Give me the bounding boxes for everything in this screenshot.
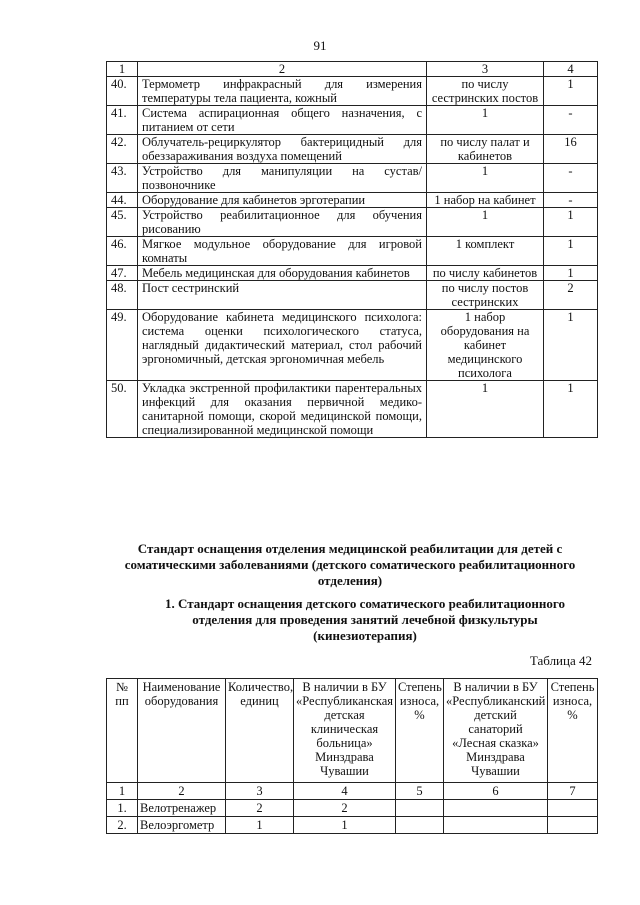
section-heading: Стандарт оснащения отделения медицинской реабилитации для детей с соматическими заболеваниями (детского соматического реабилитационного отделения) (124, 541, 576, 588)
table-row (107, 817, 598, 834)
col-num-2: 2 (138, 783, 226, 800)
equipment-name: Пост сестринский (138, 281, 427, 310)
wear-bu1 (396, 817, 444, 834)
available-bu1: 1 (294, 817, 396, 834)
quantity: по числу палат и кабинетов (427, 135, 544, 164)
table-row (107, 77, 598, 106)
row-number: 44. (107, 193, 138, 208)
header-wear2: Степень износа, % (548, 679, 598, 783)
equipment-name: Устройство реабилитационное для обучения рисованию (138, 208, 427, 237)
table-row (107, 381, 598, 438)
col-num-3: 3 (226, 783, 294, 800)
col-num-3: 3 (427, 62, 544, 77)
col-num-2: 2 (138, 62, 427, 77)
available-bu2 (444, 800, 548, 817)
available-count: 1 (544, 266, 598, 281)
column-number-row (107, 783, 598, 800)
row-number: 2. (107, 817, 138, 834)
available-count: 2 (544, 281, 598, 310)
table-row (107, 193, 598, 208)
col-num-7: 7 (548, 783, 598, 800)
row-number: 42. (107, 135, 138, 164)
available-count: 16 (544, 135, 598, 164)
wear-bu1 (396, 800, 444, 817)
col-num-1: 1 (107, 62, 138, 77)
header-num: № пп (107, 679, 138, 783)
quantity: по числу сестринских постов (427, 77, 544, 106)
row-number: 40. (107, 77, 138, 106)
col-num-4: 4 (294, 783, 396, 800)
header-name: Наименование оборудования (138, 679, 226, 783)
table-row (107, 237, 598, 266)
equipment-name: Термометр инфракрасный для измерения температуры тела пациента, кожный (138, 77, 427, 106)
table-header-row (107, 62, 598, 77)
quantity: по числу кабинетов (427, 266, 544, 281)
equipment-name: Облучатель-рециркулятор бактерицидный для обеззараживания воздуха помещений (138, 135, 427, 164)
col-num-5: 5 (396, 783, 444, 800)
equipment-name: Велотренажер (138, 800, 226, 817)
wear-bu2 (548, 800, 598, 817)
equipment-table-42 (106, 678, 598, 834)
wear-bu2 (548, 817, 598, 834)
available-count: 1 (544, 237, 598, 266)
equipment-name: Велоэргометр (138, 817, 226, 834)
row-number: 50. (107, 381, 138, 438)
equipment-table-continued (106, 61, 598, 438)
equipment-name: Оборудование для кабинетов эрготерапии (138, 193, 427, 208)
quantity: по числу постов сестринских (427, 281, 544, 310)
quantity: 1 (427, 164, 544, 193)
row-number: 49. (107, 310, 138, 381)
quantity: 1 набор оборудования на кабинет медицинского психолога (427, 310, 544, 381)
row-number: 1. (107, 800, 138, 817)
equipment-name: Оборудование кабинета медицинского психолога: система оценки психологического статуса, наглядный дидактический материал, стол рабочий эргономичный, детская эргономичная мебель (138, 310, 427, 381)
header-wear1: Степень износа, % (396, 679, 444, 783)
available-count: - (544, 106, 598, 135)
quantity: 1 комплект (427, 237, 544, 266)
table-caption: Таблица 42 (529, 653, 592, 668)
col-num-4: 4 (544, 62, 598, 77)
col-num-6: 6 (444, 783, 548, 800)
available-bu1: 2 (294, 800, 396, 817)
equipment-name: Система аспирационная общего назначения, с питанием от сети (138, 106, 427, 135)
available-count: 1 (544, 381, 598, 438)
table-row (107, 164, 598, 193)
quantity: 1 (226, 817, 294, 834)
table-row (107, 281, 598, 310)
header-bu2: В наличии в БУ «Республиканский детский санаторий «Лесная сказка» Минздрава Чувашии (444, 679, 548, 783)
available-count: 1 (544, 77, 598, 106)
table-row (107, 135, 598, 164)
equipment-name: Устройство для манипуляции на сустав/позвоночнике (138, 164, 427, 193)
table-row (107, 266, 598, 281)
header-bu1: В наличии в БУ «Республиканская детская клиническая больница» Минздрава Чувашии (294, 679, 396, 783)
row-number: 45. (107, 208, 138, 237)
quantity: 1 (427, 106, 544, 135)
quantity: 1 набор на кабинет (427, 193, 544, 208)
col-num-1: 1 (107, 783, 138, 800)
available-count: 1 (544, 208, 598, 237)
available-count: - (544, 193, 598, 208)
available-count: - (544, 164, 598, 193)
equipment-name: Мебель медицинская для оборудования кабинетов (138, 266, 427, 281)
page-number: 91 (313, 38, 327, 53)
table-row (107, 106, 598, 135)
header-qty: Количество, единиц (226, 679, 294, 783)
row-number: 48. (107, 281, 138, 310)
table-row (107, 208, 598, 237)
row-number: 41. (107, 106, 138, 135)
row-number: 47. (107, 266, 138, 281)
table-row (107, 800, 598, 817)
available-bu2 (444, 817, 548, 834)
equipment-name: Мягкое модульное оборудование для игровой комнаты (138, 237, 427, 266)
table-row (107, 310, 598, 381)
subsection-heading: 1. Стандарт оснащения детского соматического реабилитационного отделения для проведения занятий лечебной физкультуры (кинезиотерапия) (165, 596, 565, 643)
quantity: 2 (226, 800, 294, 817)
row-number: 43. (107, 164, 138, 193)
row-number: 46. (107, 237, 138, 266)
equipment-name: Укладка экстренной профилактики парентеральных инфекций для оказания первичной медико-санитарной помощи, скорой медицинской помощи, специализированной медицинской помощи (138, 381, 427, 438)
available-count: 1 (544, 310, 598, 381)
quantity: 1 (427, 381, 544, 438)
table-header-row (107, 679, 598, 783)
quantity: 1 (427, 208, 544, 237)
